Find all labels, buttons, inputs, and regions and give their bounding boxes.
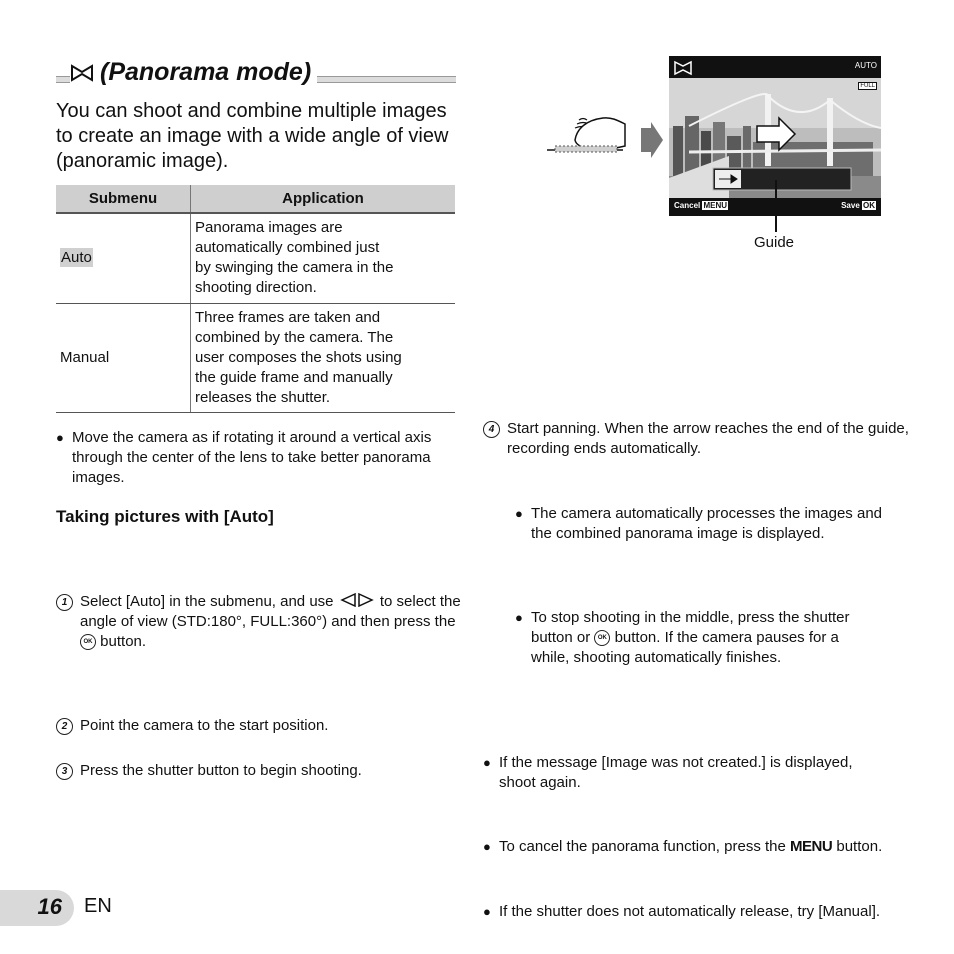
guide-label: Guide: [754, 234, 795, 251]
page-number-tab: [0, 890, 74, 926]
save-label: Save: [841, 201, 860, 210]
submenu-manual: Manual: [60, 348, 110, 366]
step-text: Press the shutter button to begin shooting.: [80, 762, 362, 779]
step-1: [56, 592, 472, 652]
page-title: [70, 58, 317, 87]
menu-key: MENU: [703, 201, 728, 210]
section-title: Taking pictures with [Auto]: [56, 507, 274, 526]
intro-text: You can shoot and combine multiple images to create an image with a wide angle of view (panoramic image).: [56, 100, 449, 172]
text-line: Panorama images are: [195, 219, 343, 237]
step-number: 1: [56, 594, 73, 611]
text-line: combined by the camera. The: [195, 328, 394, 346]
language-code: EN: [84, 895, 112, 917]
application-cell: [191, 213, 456, 303]
text-line: automatically combined just: [195, 239, 380, 257]
panorama-mode-icon: [70, 64, 94, 82]
bullet-stop-shooting: [515, 608, 876, 668]
header-submenu: Submenu: [56, 185, 191, 213]
step-number: 3: [56, 763, 73, 780]
text-line: Three frames are taken and: [195, 308, 381, 326]
step-3: [56, 761, 472, 781]
text-line: shooting direction.: [195, 279, 317, 297]
step-text: to select the angle of view (STD:180°, FULL:360°) and then press the: [80, 593, 461, 630]
step-number: 2: [56, 718, 73, 735]
step-text: Select [Auto] in the submenu, and use: [80, 593, 334, 610]
ok-button-icon: OK: [80, 634, 96, 650]
title-text: (Panorama mode): [100, 58, 312, 86]
cancel-label: Cancel: [674, 201, 701, 210]
save-hint: [841, 201, 876, 210]
table-header-row: [56, 185, 455, 213]
shutter-press-illustration: [543, 114, 665, 162]
left-right-arrows-icon: [340, 593, 374, 607]
submenu-auto: Auto: [61, 249, 92, 267]
step-text: Start panning. When the arrow reaches the end of the guide, recording ends automatically.: [507, 420, 909, 457]
text-line: by swinging the camera in the: [195, 259, 394, 277]
bullet-text: If the shutter does not automatically release, try [Manual].: [499, 903, 881, 920]
bullet-try-manual: [483, 902, 889, 922]
step-2: [56, 716, 472, 736]
step-text: Point the camera to the start position.: [80, 717, 329, 734]
text-line: the guide frame and manually: [195, 368, 393, 386]
cancel-hint: [674, 201, 728, 210]
bullet-auto-process: [515, 504, 896, 544]
submenu-cell: [56, 303, 191, 412]
mode-auto-label: AUTO: [854, 61, 877, 70]
submenu-table: [56, 185, 455, 413]
page-number: 16: [37, 894, 62, 919]
ok-key: OK: [863, 201, 875, 210]
bullet-image-not-created: [483, 753, 859, 793]
step-4: [483, 419, 909, 459]
guide-callout-line: [775, 180, 777, 232]
step-text: button.: [100, 633, 147, 650]
bullet-cancel-panorama: [483, 837, 899, 857]
bullet-text: If the message [Image was not created.] is displayed, shoot again.: [499, 754, 853, 791]
header-application: Application: [191, 185, 456, 213]
bullet-move-camera: [56, 428, 462, 488]
table-row: [56, 213, 455, 303]
text-line: user composes the shots using: [195, 348, 402, 366]
bullet-text: button.: [836, 838, 883, 855]
step-number: 4: [483, 421, 500, 438]
table-row: [56, 303, 455, 412]
text-line: releases the shutter.: [195, 388, 331, 406]
ok-button-icon: OK: [594, 630, 610, 646]
bullet-text: Move the camera as if rotating it around a vertical axis through the center of the lens to take better panorama images.: [72, 429, 432, 486]
bullet-text: To stop shooting in the middle, press the shutter button or: [531, 609, 850, 646]
full-indicator: FULL: [860, 83, 875, 89]
application-cell: [191, 303, 456, 412]
submenu-cell: [56, 213, 191, 303]
menu-button-label: MENU: [790, 838, 833, 855]
section-header: [56, 58, 456, 88]
bullet-text: To cancel the panorama function, press the: [499, 838, 786, 855]
bullet-text: The camera automatically processes the images and the combined panorama image is displayed.: [531, 505, 883, 542]
bullet-text: button. If the camera pauses for a while, shooting automatically finishes.: [531, 629, 839, 666]
